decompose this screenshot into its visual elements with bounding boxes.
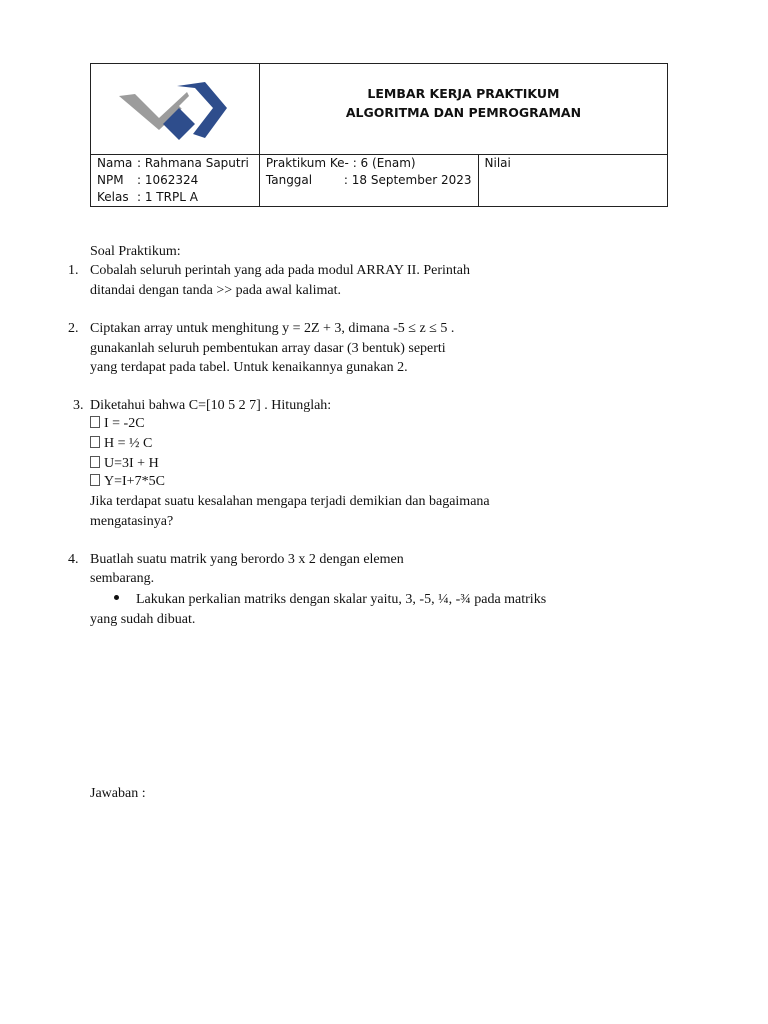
logo-cell [91, 64, 260, 155]
header-table [90, 63, 668, 207]
q3-item-text: I = -2C [104, 416, 145, 431]
praktikum-ke-label: Praktikum Ke- [265, 156, 349, 170]
tanggal-label: Tanggal [265, 173, 313, 187]
kelas-label: Kelas [97, 190, 129, 204]
q1-number: 1. [68, 263, 79, 278]
box-bullet-icon [90, 456, 100, 468]
tanggal-value: : 18 September 2023 [343, 173, 472, 187]
q4-bullet-text: Lakukan perkalian matriks dengan skalar yaitu, 3, -5, ¼, -¾ pada matriks [136, 592, 547, 607]
q3-after-line1: Jika terdapat suatu kesalahan mengapa terjadi demikian dan bagaimana [90, 494, 490, 509]
nilai-label: Nilai [484, 156, 511, 170]
q4-number: 4. [68, 552, 79, 567]
npm-value: : 1062324 [137, 173, 199, 187]
q3-item-text: Y=I+7*5C [104, 474, 165, 489]
dot-bullet-icon [114, 595, 119, 600]
page-title-line1: LEMBAR KERJA PRAKTIKUM [367, 86, 560, 101]
nama-label: Nama [97, 156, 133, 170]
q2-line1: Ciptakan array untuk menghitung y = 2Z + 3, dimana -5 ≤ z ≤ 5 . [90, 321, 455, 336]
q3-after-line2: mengatasinya? [90, 514, 174, 529]
box-bullet-icon [90, 474, 100, 486]
title-cell [259, 64, 667, 155]
q3-item-text: H = ½ C [104, 436, 153, 451]
q3-item-text: U=3I + H [104, 456, 159, 471]
soal-heading: Soal Praktikum: [90, 244, 181, 259]
q3-item [90, 473, 165, 491]
q3-item [90, 435, 152, 453]
q3-item [90, 415, 145, 433]
nilai-cell [478, 155, 667, 207]
praktikum-ke-value: : 6 (Enam) [352, 156, 416, 170]
q2-line3: yang terdapat pada tabel. Untuk kenaikannya gunakan 2. [90, 360, 408, 375]
kelas-value: : 1 TRPL A [137, 190, 198, 204]
student-info-cell [91, 155, 260, 207]
q3-number: 3. [73, 398, 84, 413]
nama-value: : Rahmana Saputri [137, 156, 249, 170]
q3-item [90, 455, 159, 473]
q1-line2: ditandai dengan tanda >> pada awal kalimat. [90, 283, 341, 298]
q4-line2: sembarang. [90, 571, 155, 586]
q4-line3: yang sudah dibuat. [90, 612, 196, 627]
jawaban-label: Jawaban : [90, 786, 146, 801]
praktikum-info-cell [259, 155, 478, 207]
box-bullet-icon [90, 416, 100, 428]
page-title-line2: ALGORITMA DAN PEMROGRAMAN [345, 105, 582, 120]
q4-bullet-item [114, 591, 119, 609]
q2-number: 2. [68, 321, 79, 336]
npm-label: NPM [97, 173, 124, 187]
q2-line2: gunakanlah seluruh pembentukan array dasar (3 bentuk) seperti [90, 341, 446, 356]
q3-line1: Diketahui bahwa C=[10 5 2 7] . Hitunglah: [90, 398, 332, 413]
polman-logo-icon [117, 78, 233, 142]
box-bullet-icon [90, 436, 100, 448]
q4-line1: Buatlah suatu matrik yang berordo 3 x 2 dengan elemen [90, 552, 404, 567]
q1-line1: Cobalah seluruh perintah yang ada pada modul ARRAY II. Perintah [90, 263, 470, 278]
